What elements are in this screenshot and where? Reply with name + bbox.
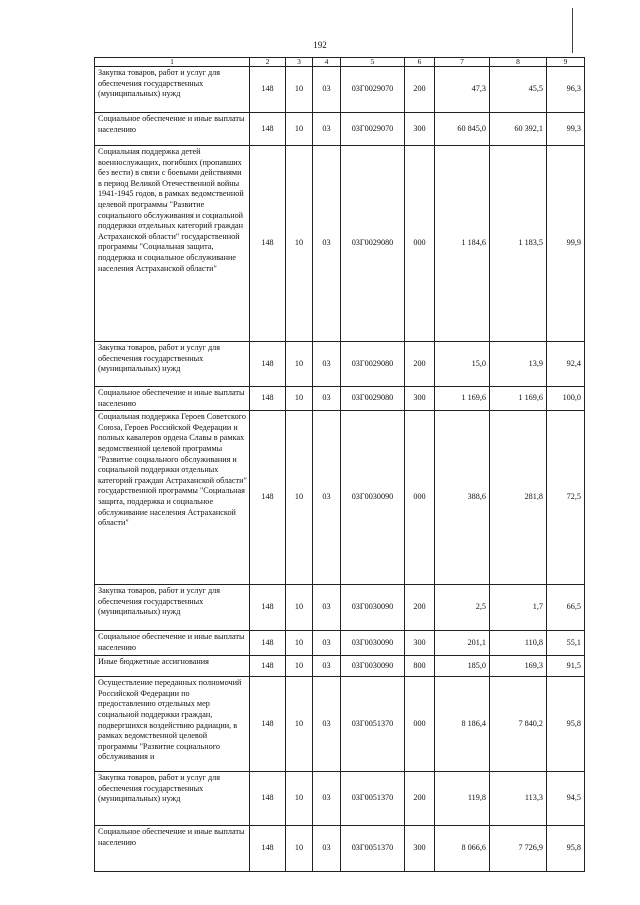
cell-planned: 388,6 bbox=[435, 411, 490, 585]
cell-expense-type: 000 bbox=[405, 411, 435, 585]
row-name: Закупка товаров, работ и услуг для обеспечения государственных (муниципальных) нужд bbox=[95, 342, 250, 387]
cell-percent: 91,5 bbox=[547, 656, 585, 677]
cell-planned: 8 186,4 bbox=[435, 677, 490, 772]
cell-subsection: 03 bbox=[313, 342, 341, 387]
cell-subsection: 03 bbox=[313, 387, 341, 411]
cell-target-article: 03Г0030090 bbox=[341, 631, 405, 656]
cell-target-article: 03Г0051370 bbox=[341, 826, 405, 872]
row-name: Социальное обеспечение и иные выплаты населению bbox=[95, 826, 250, 872]
cell-percent: 66,5 bbox=[547, 585, 585, 631]
cell-executed: 1 183,5 bbox=[490, 146, 547, 342]
cell-code: 148 bbox=[250, 631, 286, 656]
table-row bbox=[95, 677, 585, 772]
cell-code: 148 bbox=[250, 342, 286, 387]
cell-section: 10 bbox=[286, 113, 313, 146]
row-name: Закупка товаров, работ и услуг для обеспечения государственных (муниципальных) нужд bbox=[95, 772, 250, 826]
cell-executed: 7 726,9 bbox=[490, 826, 547, 872]
cell-expense-type: 000 bbox=[405, 146, 435, 342]
table-row bbox=[95, 411, 585, 585]
cell-executed: 60 392,1 bbox=[490, 113, 547, 146]
row-name: Социальное обеспечение и иные выплаты населению bbox=[95, 387, 250, 411]
cell-section: 10 bbox=[286, 772, 313, 826]
cell-planned: 1 184,6 bbox=[435, 146, 490, 342]
table-row bbox=[95, 772, 585, 826]
cell-code: 148 bbox=[250, 146, 286, 342]
cell-planned: 8 066,6 bbox=[435, 826, 490, 872]
row-name: Социальное обеспечение и иные выплаты населению bbox=[95, 113, 250, 146]
cell-planned: 15,0 bbox=[435, 342, 490, 387]
cell-target-article: 03Г0029070 bbox=[341, 113, 405, 146]
cell-section: 10 bbox=[286, 146, 313, 342]
cell-planned: 185,0 bbox=[435, 656, 490, 677]
column-header: 6 bbox=[405, 58, 435, 67]
column-header: 1 bbox=[95, 58, 250, 67]
cell-expense-type: 300 bbox=[405, 113, 435, 146]
cell-percent: 95,8 bbox=[547, 826, 585, 872]
cell-section: 10 bbox=[286, 387, 313, 411]
table-row bbox=[95, 585, 585, 631]
cell-target-article: 03Г0030090 bbox=[341, 656, 405, 677]
cell-percent: 94,5 bbox=[547, 772, 585, 826]
cell-subsection: 03 bbox=[313, 411, 341, 585]
cell-code: 148 bbox=[250, 585, 286, 631]
cell-expense-type: 300 bbox=[405, 387, 435, 411]
cell-expense-type: 800 bbox=[405, 656, 435, 677]
column-header: 2 bbox=[250, 58, 286, 67]
cell-code: 148 bbox=[250, 113, 286, 146]
cell-section: 10 bbox=[286, 656, 313, 677]
cell-percent: 95,8 bbox=[547, 677, 585, 772]
row-name: Социальная поддержка Героев Советского Союза, Героев Российской Федерации и полных кавалеров ордена Славы в рамках ведомственной целевой программы "Развитие социального обслуживания и социальной поддержки отдельных категорий граждан Астраханской области" государственной программы "Социальная защита, поддержка и социальное обслуживание населения Астраханской области" bbox=[95, 411, 250, 585]
column-number-row bbox=[95, 58, 585, 67]
cell-executed: 169,3 bbox=[490, 656, 547, 677]
cell-code: 148 bbox=[250, 677, 286, 772]
table-row bbox=[95, 146, 585, 342]
cell-expense-type: 300 bbox=[405, 631, 435, 656]
cell-expense-type: 000 bbox=[405, 677, 435, 772]
cell-executed: 13,9 bbox=[490, 342, 547, 387]
row-name: Закупка товаров, работ и услуг для обеспечения государственных (муниципальных) нужд bbox=[95, 585, 250, 631]
cell-planned: 2,5 bbox=[435, 585, 490, 631]
table-row bbox=[95, 631, 585, 656]
cell-subsection: 03 bbox=[313, 67, 341, 113]
table-row bbox=[95, 387, 585, 411]
cell-percent: 99,3 bbox=[547, 113, 585, 146]
cell-percent: 99,9 bbox=[547, 146, 585, 342]
cell-executed: 110,8 bbox=[490, 631, 547, 656]
cell-percent: 100,0 bbox=[547, 387, 585, 411]
cell-section: 10 bbox=[286, 631, 313, 656]
cell-target-article: 03Г0029080 bbox=[341, 387, 405, 411]
cell-planned: 1 169,6 bbox=[435, 387, 490, 411]
cell-executed: 45,5 bbox=[490, 67, 547, 113]
cell-subsection: 03 bbox=[313, 656, 341, 677]
cell-expense-type: 200 bbox=[405, 585, 435, 631]
cell-subsection: 03 bbox=[313, 631, 341, 656]
table-row bbox=[95, 67, 585, 113]
cell-target-article: 03Г0051370 bbox=[341, 677, 405, 772]
table-row bbox=[95, 113, 585, 146]
table-row bbox=[95, 656, 585, 677]
cell-expense-type: 200 bbox=[405, 342, 435, 387]
cell-planned: 47,3 bbox=[435, 67, 490, 113]
cell-subsection: 03 bbox=[313, 677, 341, 772]
cell-percent: 96,3 bbox=[547, 67, 585, 113]
column-header: 3 bbox=[286, 58, 313, 67]
cell-section: 10 bbox=[286, 826, 313, 872]
cell-subsection: 03 bbox=[313, 113, 341, 146]
cell-executed: 113,3 bbox=[490, 772, 547, 826]
cell-subsection: 03 bbox=[313, 585, 341, 631]
page-number: 192 bbox=[313, 40, 327, 50]
row-name: Социальное обеспечение и иные выплаты населению bbox=[95, 631, 250, 656]
cell-executed: 281,8 bbox=[490, 411, 547, 585]
cell-section: 10 bbox=[286, 67, 313, 113]
cell-code: 148 bbox=[250, 387, 286, 411]
cell-target-article: 03Г0030090 bbox=[341, 585, 405, 631]
cell-expense-type: 300 bbox=[405, 826, 435, 872]
cell-planned: 119,8 bbox=[435, 772, 490, 826]
cell-expense-type: 200 bbox=[405, 772, 435, 826]
cell-percent: 72,5 bbox=[547, 411, 585, 585]
cell-target-article: 03Г0029080 bbox=[341, 342, 405, 387]
cell-executed: 1 169,6 bbox=[490, 387, 547, 411]
row-name: Иные бюджетные ассигнования bbox=[95, 656, 250, 677]
cell-code: 148 bbox=[250, 67, 286, 113]
cell-planned: 201,1 bbox=[435, 631, 490, 656]
cell-target-article: 03Г0029070 bbox=[341, 67, 405, 113]
cell-target-article: 03Г0051370 bbox=[341, 772, 405, 826]
cell-planned: 60 845,0 bbox=[435, 113, 490, 146]
row-name: Осуществление переданных полномочий Российской Федерации по предоставлению отдельных мер социальной поддержки граждан, подвергшихся воздействию радиации, в рамках ведомственной целевой программы "Развитие социального обслуживания и bbox=[95, 677, 250, 772]
cell-code: 148 bbox=[250, 772, 286, 826]
cell-code: 148 bbox=[250, 656, 286, 677]
cell-section: 10 bbox=[286, 411, 313, 585]
row-name: Социальная поддержка детей военнослужащих, погибших (пропавших без вести) в связи с боевыми действиями в период Великой Отечественной войны 1941-1945 годов, в рамках ведомственной целевой программы "Развитие социального обслуживания и социальной поддержки отдельных категорий граждан Астраханской области" государственной программы "Социальная защита, поддержка и социальное обслуживание населения Астраханской области" bbox=[95, 146, 250, 342]
cell-target-article: 03Г0030090 bbox=[341, 411, 405, 585]
row-name: Закупка товаров, работ и услуг для обеспечения государственных (муниципальных) нужд bbox=[95, 67, 250, 113]
table-row bbox=[95, 342, 585, 387]
column-header: 4 bbox=[313, 58, 341, 67]
cell-expense-type: 200 bbox=[405, 67, 435, 113]
cell-code: 148 bbox=[250, 411, 286, 585]
cell-subsection: 03 bbox=[313, 146, 341, 342]
cell-section: 10 bbox=[286, 585, 313, 631]
cell-executed: 7 840,2 bbox=[490, 677, 547, 772]
cell-target-article: 03Г0029080 bbox=[341, 146, 405, 342]
cell-section: 10 bbox=[286, 677, 313, 772]
cell-subsection: 03 bbox=[313, 772, 341, 826]
column-header: 5 bbox=[341, 58, 405, 67]
cell-executed: 1,7 bbox=[490, 585, 547, 631]
cell-section: 10 bbox=[286, 342, 313, 387]
cell-subsection: 03 bbox=[313, 826, 341, 872]
cell-percent: 92,4 bbox=[547, 342, 585, 387]
column-header: 8 bbox=[490, 58, 547, 67]
column-header: 9 bbox=[547, 58, 585, 67]
table-row bbox=[95, 826, 585, 872]
column-header: 7 bbox=[435, 58, 490, 67]
cell-percent: 55,1 bbox=[547, 631, 585, 656]
cell-code: 148 bbox=[250, 826, 286, 872]
budget-table bbox=[94, 57, 585, 872]
